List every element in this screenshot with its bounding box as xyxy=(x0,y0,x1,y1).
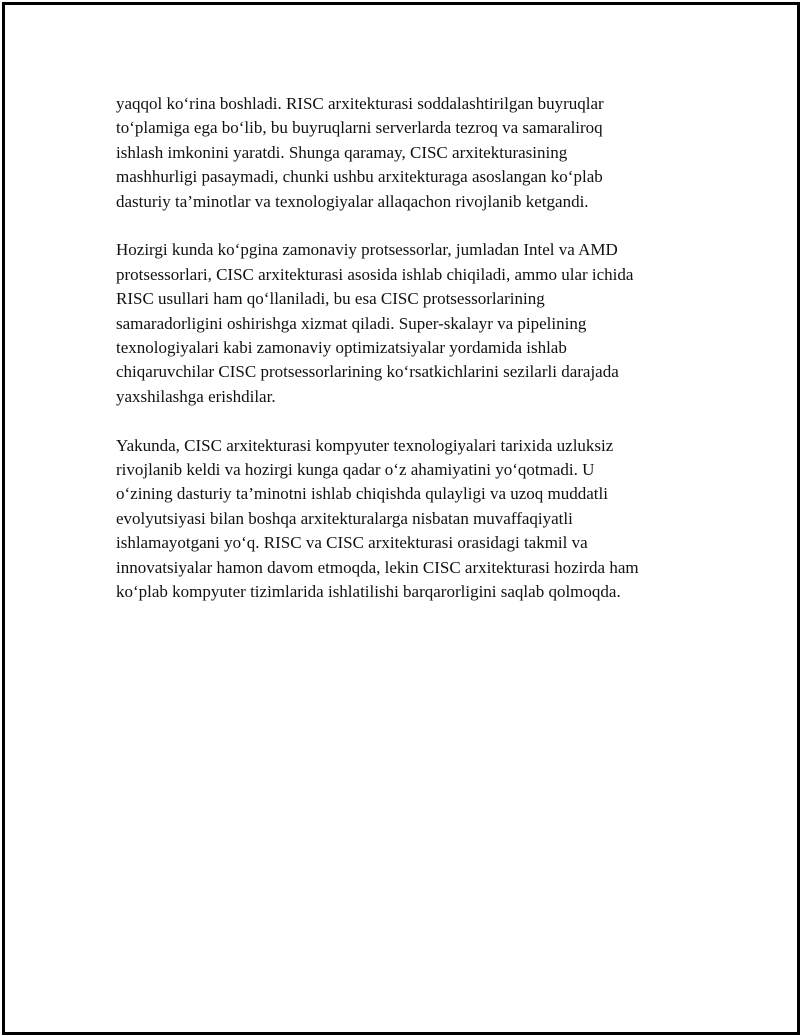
text-line: mashhurligi pasaymadi, chunki ushbu arxitekturaga asoslangan ko‘plab xyxy=(116,167,603,187)
paragraph-2 xyxy=(116,238,696,409)
text-line: Yakunda, CISC arxitekturasi kompyuter texnologiyalari tarixida uzluksiz xyxy=(116,435,614,455)
text-line: evolyutsiyasi bilan boshqa arxitekturalarga nisbatan muvaffaqiyatli xyxy=(116,508,573,528)
text-line: texnologiyalari kabi zamonaviy optimizatsiyalar yordamida ishlab xyxy=(116,338,567,358)
text-line: rivojlanib keldi va hozirgi kunga qadar o‘z ahamiyatini yo‘qotmadi. U xyxy=(116,460,595,480)
text-line: ishlamayotgani yo‘q. RISC va CISC arxitekturasi orasidagi takmil va xyxy=(116,533,588,553)
text-line: dasturiy ta’minotlar va texnologiyalar allaqachon rivojlanib ketgandi. xyxy=(116,191,589,211)
text-line: yaxshilashga erishdilar. xyxy=(116,386,276,406)
text-line: to‘plamiga ega bo‘lib, bu buyruqlarni serverlarda tezroq va samaraliroq xyxy=(116,118,603,138)
text-line: protsessorlari, CISC arxitekturasi asosida ishlab chiqiladi, ammo ular ichida xyxy=(116,264,634,284)
text-line: o‘zining dasturiy ta’minotni ishlab chiqishda qulayligi va uzoq muddatli xyxy=(116,484,608,504)
text-line: Hozirgi kunda ko‘pgina zamonaviy protsessorlar, jumladan Intel va AMD xyxy=(116,240,618,260)
document-body xyxy=(116,92,696,629)
text-line: RISC usullari ham qo‘llaniladi, bu esa CISC protsessorlarining xyxy=(116,289,545,309)
paragraph-3 xyxy=(116,434,696,605)
text-line: yaqqol ko‘rina boshladi. RISC arxitekturasi soddalashtirilgan buyruqlar xyxy=(116,94,604,113)
paragraph-1 xyxy=(116,92,696,214)
text-line: chiqaruvchilar CISC protsessorlarining ko‘rsatkichlarini sezilarli darajada xyxy=(116,362,619,382)
text-line: innovatsiyalar hamon davom etmoqda, lekin CISC arxitekturasi hozirda ham xyxy=(116,557,639,577)
text-line: samaradorligini oshirishga xizmat qiladi. Super-skalayr va pipelining xyxy=(116,313,587,333)
text-line: ishlash imkonini yaratdi. Shunga qaramay, CISC arxitekturasining xyxy=(116,142,568,162)
text-line: ko‘plab kompyuter tizimlarida ishlatilishi barqarorligini saqlab qolmoqda. xyxy=(116,582,621,602)
